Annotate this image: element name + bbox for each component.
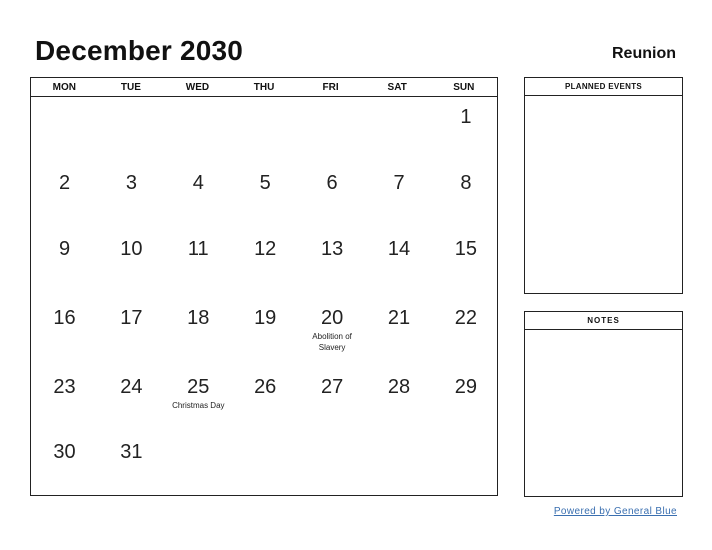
- day-number: 16: [53, 307, 76, 329]
- day-number: 28: [387, 376, 411, 398]
- day-number: 2: [58, 172, 71, 194]
- weekday-tue: TUE: [120, 82, 141, 93]
- day-number: 30: [53, 441, 76, 463]
- day-grid: [31, 97, 497, 495]
- day-cell: [31, 171, 98, 195]
- day-number: 26: [254, 376, 277, 398]
- day-number: 9: [58, 238, 71, 260]
- day-cell: [366, 237, 433, 261]
- day-cell: [432, 171, 499, 195]
- day-cell: [31, 375, 98, 399]
- day-number: 25: [187, 376, 210, 398]
- notes-title: NOTES: [525, 312, 682, 330]
- day-number: 18: [187, 307, 210, 329]
- weekday-header-row: [31, 78, 497, 97]
- day-cell: [232, 171, 299, 195]
- day-number: 24: [120, 376, 143, 398]
- holiday-label: Abolition of Slavery: [312, 332, 352, 352]
- weekday-sun: SUN: [453, 82, 475, 93]
- day-cell: [299, 375, 366, 399]
- day-number: 23: [53, 376, 76, 398]
- day-cell: [98, 237, 165, 261]
- day-cell: [31, 237, 98, 261]
- powered-by-link[interactable]: Powered by General Blue: [553, 506, 677, 517]
- day-cell: [366, 306, 433, 330]
- day-cell: [31, 440, 98, 464]
- region-label: Reunion: [612, 45, 676, 62]
- weekday-wed: WED: [185, 82, 210, 93]
- day-number: 29: [454, 376, 478, 398]
- weekday-mon: MON: [52, 82, 76, 93]
- day-cell: [432, 306, 499, 330]
- weekday-sat: SAT: [387, 82, 407, 93]
- day-cell: [98, 171, 165, 195]
- notes-panel: [524, 311, 683, 497]
- day-cell: [299, 237, 366, 261]
- day-cell: [165, 306, 232, 330]
- day-number: 3: [125, 172, 137, 194]
- day-cell: [366, 375, 433, 399]
- day-cell: [432, 237, 499, 261]
- day-cell: [31, 306, 98, 330]
- day-number: 4: [192, 172, 204, 194]
- day-cell: [366, 171, 433, 195]
- day-cell: [98, 440, 165, 464]
- day-number: 6: [326, 172, 338, 194]
- day-number: 12: [254, 238, 277, 260]
- weekday-thu: THU: [253, 82, 275, 93]
- day-cell: [232, 375, 299, 399]
- weekday-fri: FRI: [322, 82, 339, 93]
- day-number: 17: [120, 307, 143, 329]
- day-number: 1: [460, 106, 472, 128]
- planned-events-panel: [524, 77, 683, 294]
- day-number: 14: [387, 238, 411, 260]
- day-cell: [432, 375, 499, 399]
- day-number: 27: [320, 376, 344, 398]
- month-calendar: [30, 77, 498, 496]
- day-cell: [165, 171, 232, 195]
- day-number: 7: [393, 172, 405, 194]
- day-cell: [299, 306, 366, 353]
- day-number: 8: [460, 172, 472, 194]
- day-cell: [98, 306, 165, 330]
- holiday-label: Christmas Day: [172, 401, 225, 410]
- day-cell: [232, 306, 299, 330]
- day-number: 21: [387, 307, 411, 329]
- day-number: 15: [454, 238, 478, 260]
- day-number: 5: [259, 172, 271, 194]
- day-number: 10: [120, 238, 143, 260]
- day-cell: [98, 375, 165, 399]
- day-number: 20: [320, 307, 344, 329]
- day-number: 22: [454, 307, 478, 329]
- day-number: 31: [120, 441, 143, 463]
- day-cell: [432, 105, 499, 129]
- day-cell: [299, 171, 366, 195]
- planned-events-title: PLANNED EVENTS: [525, 78, 682, 96]
- day-cell: [165, 375, 232, 411]
- day-cell: [165, 237, 232, 261]
- day-cell: [232, 237, 299, 261]
- page-title: December 2030: [35, 35, 244, 66]
- day-number: 13: [320, 238, 344, 260]
- day-number: 19: [254, 307, 277, 329]
- day-number: 11: [187, 238, 209, 260]
